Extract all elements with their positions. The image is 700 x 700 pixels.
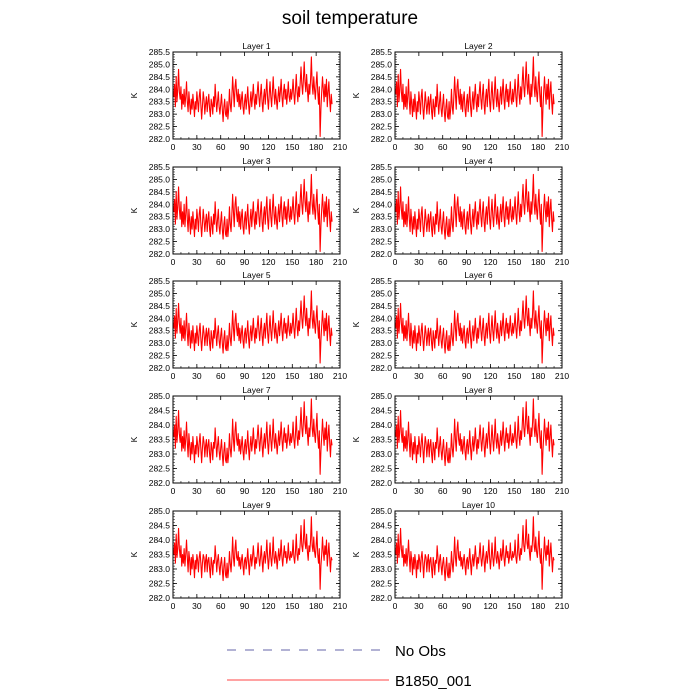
- y-axis-label: K: [129, 92, 139, 99]
- x-tick-label: 210: [332, 486, 348, 496]
- panel-7: [129, 385, 347, 496]
- y-tick-label: 282.5: [148, 463, 170, 474]
- y-tick-label: 282.5: [148, 236, 170, 247]
- y-tick-label: 284.5: [370, 520, 392, 531]
- y-tick-label: 282.5: [148, 350, 170, 361]
- series-line: [174, 57, 332, 137]
- x-tick-label: 90: [461, 601, 472, 611]
- y-tick-label: 282.0: [370, 363, 392, 373]
- x-tick-label: 60: [437, 257, 448, 267]
- x-tick-label: 30: [414, 371, 424, 381]
- y-tick-label: 284.5: [148, 186, 170, 197]
- y-tick-label: 282.5: [370, 463, 392, 474]
- x-tick-label: 150: [507, 257, 522, 267]
- y-tick-label: 283.5: [148, 549, 170, 560]
- x-tick-label: 150: [285, 371, 300, 381]
- panel-1: [129, 41, 347, 152]
- y-axis-label: K: [351, 551, 361, 558]
- x-tick-label: 90: [239, 601, 250, 611]
- y-tick-label: 285.0: [370, 506, 392, 516]
- y-tick-label: 282.0: [148, 478, 170, 488]
- x-tick-label: 30: [414, 257, 424, 267]
- y-tick-label: 283.0: [370, 224, 392, 235]
- series-line: [174, 174, 332, 251]
- x-tick-label: 60: [215, 371, 226, 381]
- series-line: [396, 174, 554, 251]
- x-tick-label: 60: [437, 371, 448, 381]
- y-tick-label: 284.0: [370, 420, 392, 430]
- x-tick-label: 210: [332, 601, 348, 611]
- x-tick-label: 0: [392, 601, 398, 611]
- x-tick-label: 0: [170, 142, 176, 152]
- y-tick-label: 285.5: [148, 47, 170, 57]
- panel-title: Layer 8: [464, 385, 493, 395]
- x-tick-label: 120: [483, 601, 498, 611]
- y-tick-label: 282.0: [148, 363, 170, 373]
- x-tick-label: 30: [192, 486, 202, 496]
- x-tick-label: 150: [285, 486, 300, 496]
- x-tick-label: 30: [192, 142, 202, 152]
- y-tick-label: 282.0: [370, 134, 392, 144]
- x-tick-label: 120: [483, 371, 498, 381]
- y-tick-label: 285.5: [370, 162, 392, 172]
- y-tick-label: 283.5: [370, 211, 392, 222]
- x-tick-label: 90: [461, 257, 472, 267]
- panel-8: [351, 385, 569, 496]
- panel-title: Layer 5: [242, 270, 271, 280]
- y-tick-label: 283.5: [370, 549, 392, 560]
- x-tick-label: 180: [309, 142, 324, 152]
- series-line: [396, 517, 554, 590]
- x-tick-label: 0: [170, 486, 176, 496]
- y-axis-label: K: [129, 207, 139, 214]
- x-tick-label: 180: [531, 257, 546, 267]
- y-tick-label: 285.0: [148, 59, 170, 70]
- y-tick-label: 283.0: [148, 449, 170, 459]
- x-tick-label: 150: [285, 257, 300, 267]
- series-line: [174, 291, 332, 363]
- y-tick-label: 282.5: [370, 236, 392, 247]
- x-tick-label: 210: [554, 371, 570, 381]
- panel-title: Layer 3: [242, 156, 271, 166]
- y-tick-label: 283.5: [148, 96, 170, 107]
- x-tick-label: 210: [332, 257, 348, 267]
- y-tick-label: 284.5: [148, 405, 170, 416]
- y-tick-label: 282.0: [148, 593, 170, 603]
- y-tick-label: 285.0: [148, 174, 170, 185]
- x-tick-label: 0: [392, 486, 398, 496]
- series-line: [396, 57, 554, 137]
- y-tick-label: 285.5: [370, 47, 392, 57]
- y-tick-label: 282.0: [148, 134, 170, 144]
- x-tick-label: 210: [554, 257, 570, 267]
- x-tick-label: 120: [483, 257, 498, 267]
- panel-title: Layer 2: [464, 41, 493, 51]
- y-tick-label: 283.0: [370, 109, 392, 120]
- y-tick-label: 284.5: [148, 300, 170, 311]
- x-tick-label: 180: [309, 371, 324, 381]
- x-tick-label: 210: [332, 142, 348, 152]
- y-tick-label: 282.5: [148, 121, 170, 132]
- x-tick-label: 180: [531, 142, 546, 152]
- y-tick-label: 283.0: [370, 564, 392, 574]
- y-tick-label: 283.0: [370, 338, 392, 349]
- y-tick-label: 282.5: [148, 578, 170, 589]
- panel-title: Layer 6: [464, 270, 493, 280]
- x-tick-label: 0: [392, 257, 398, 267]
- x-tick-label: 180: [309, 486, 324, 496]
- x-tick-label: 150: [507, 601, 522, 611]
- panel-title: Layer 1: [242, 41, 271, 51]
- y-tick-label: 284.5: [370, 71, 392, 82]
- y-axis-label: K: [129, 321, 139, 328]
- x-tick-label: 30: [192, 371, 202, 381]
- x-tick-label: 120: [261, 486, 276, 496]
- panel-2: [351, 41, 569, 152]
- y-tick-label: 284.0: [148, 84, 170, 95]
- x-tick-label: 120: [483, 486, 498, 496]
- y-tick-label: 282.0: [370, 478, 392, 488]
- panel-title: Layer 7: [242, 385, 271, 395]
- x-tick-label: 60: [215, 486, 226, 496]
- y-tick-label: 284.0: [370, 199, 392, 210]
- y-tick-label: 284.0: [148, 535, 170, 545]
- panel-6: [351, 270, 569, 381]
- x-tick-label: 90: [239, 371, 250, 381]
- y-tick-label: 284.0: [148, 420, 170, 430]
- y-tick-label: 282.5: [370, 121, 392, 132]
- y-tick-label: 284.5: [370, 300, 392, 311]
- x-tick-label: 90: [239, 142, 250, 152]
- x-tick-label: 210: [554, 601, 570, 611]
- y-axis-label: K: [351, 436, 361, 443]
- series-line: [174, 399, 332, 474]
- y-tick-label: 282.0: [370, 249, 392, 259]
- y-tick-label: 284.5: [370, 186, 392, 197]
- panel-4: [351, 156, 569, 267]
- x-tick-label: 30: [414, 601, 424, 611]
- y-axis-label: K: [351, 321, 361, 328]
- y-tick-label: 285.0: [148, 391, 170, 401]
- y-tick-label: 285.0: [370, 174, 392, 185]
- x-tick-label: 0: [170, 257, 176, 267]
- x-tick-label: 180: [531, 486, 546, 496]
- x-tick-label: 120: [261, 257, 276, 267]
- y-axis-label: K: [129, 436, 139, 443]
- y-tick-label: 284.0: [148, 199, 170, 210]
- x-tick-label: 210: [554, 486, 570, 496]
- y-tick-label: 285.5: [370, 276, 392, 286]
- x-tick-label: 150: [507, 142, 522, 152]
- y-tick-label: 282.0: [148, 249, 170, 259]
- y-tick-label: 284.5: [370, 405, 392, 416]
- x-tick-label: 150: [285, 601, 300, 611]
- y-tick-label: 282.0: [370, 593, 392, 603]
- x-tick-label: 210: [554, 142, 570, 152]
- x-tick-label: 210: [332, 371, 348, 381]
- x-tick-label: 60: [437, 601, 448, 611]
- y-tick-label: 283.5: [370, 325, 392, 336]
- x-tick-label: 60: [215, 257, 226, 267]
- y-tick-label: 284.5: [148, 520, 170, 531]
- y-tick-label: 285.0: [370, 391, 392, 401]
- x-tick-label: 120: [483, 142, 498, 152]
- x-tick-label: 60: [437, 142, 448, 152]
- series-line: [396, 399, 554, 474]
- y-tick-label: 284.0: [370, 313, 392, 324]
- y-tick-label: 283.5: [370, 96, 392, 107]
- x-tick-label: 30: [192, 257, 202, 267]
- panel-title: Layer 10: [461, 500, 496, 510]
- x-tick-label: 180: [309, 601, 324, 611]
- x-tick-label: 150: [507, 486, 522, 496]
- y-tick-label: 285.0: [148, 288, 170, 299]
- x-tick-label: 0: [170, 371, 176, 381]
- x-tick-label: 90: [239, 486, 250, 496]
- y-tick-label: 282.5: [370, 350, 392, 361]
- x-tick-label: 90: [461, 371, 472, 381]
- y-tick-label: 285.0: [370, 288, 392, 299]
- y-tick-label: 283.5: [148, 325, 170, 336]
- x-tick-label: 90: [461, 142, 472, 152]
- y-tick-label: 283.0: [148, 564, 170, 574]
- x-tick-label: 0: [392, 371, 398, 381]
- y-tick-label: 284.0: [148, 313, 170, 324]
- y-axis-label: K: [129, 551, 139, 558]
- x-tick-label: 90: [461, 486, 472, 496]
- x-tick-label: 60: [215, 601, 226, 611]
- x-tick-label: 0: [392, 142, 398, 152]
- y-tick-label: 283.0: [148, 109, 170, 120]
- y-tick-label: 284.5: [148, 71, 170, 82]
- x-tick-label: 60: [437, 486, 448, 496]
- figure-title: soil temperature: [281, 8, 419, 29]
- x-tick-label: 30: [414, 486, 424, 496]
- x-tick-label: 90: [239, 257, 250, 267]
- panel-title: Layer 9: [242, 500, 271, 510]
- y-tick-label: 283.0: [148, 224, 170, 235]
- panel-5: [129, 270, 347, 381]
- panel-10: [351, 500, 569, 611]
- y-tick-label: 283.5: [148, 211, 170, 222]
- panel-3: [129, 156, 347, 267]
- y-tick-label: 282.5: [370, 578, 392, 589]
- y-axis-label: K: [351, 207, 361, 214]
- legend: [227, 643, 472, 690]
- y-tick-label: 283.5: [148, 434, 170, 445]
- panel-title: Layer 4: [464, 156, 493, 166]
- x-tick-label: 30: [192, 601, 202, 611]
- x-tick-label: 120: [261, 601, 276, 611]
- series-line: [396, 291, 554, 363]
- x-tick-label: 60: [215, 142, 226, 152]
- legend-label-2: B1850_001: [395, 673, 472, 690]
- y-tick-label: 285.5: [148, 162, 170, 172]
- y-tick-label: 284.0: [370, 84, 392, 95]
- y-axis-label: K: [351, 92, 361, 99]
- legend-label-1: No Obs: [395, 643, 446, 660]
- y-tick-label: 283.0: [370, 449, 392, 459]
- x-tick-label: 120: [261, 142, 276, 152]
- x-tick-label: 180: [531, 371, 546, 381]
- y-tick-label: 283.0: [148, 338, 170, 349]
- x-tick-label: 180: [309, 257, 324, 267]
- x-tick-label: 0: [170, 601, 176, 611]
- y-tick-label: 285.5: [148, 276, 170, 286]
- series-line: [174, 517, 332, 590]
- panel-9: [129, 500, 347, 611]
- x-tick-label: 150: [507, 371, 522, 381]
- x-tick-label: 150: [285, 142, 300, 152]
- y-tick-label: 285.0: [370, 59, 392, 70]
- x-tick-label: 30: [414, 142, 424, 152]
- x-tick-label: 180: [531, 601, 546, 611]
- x-tick-label: 120: [261, 371, 276, 381]
- y-tick-label: 283.5: [370, 434, 392, 445]
- y-tick-label: 285.0: [148, 506, 170, 516]
- y-tick-label: 284.0: [370, 535, 392, 545]
